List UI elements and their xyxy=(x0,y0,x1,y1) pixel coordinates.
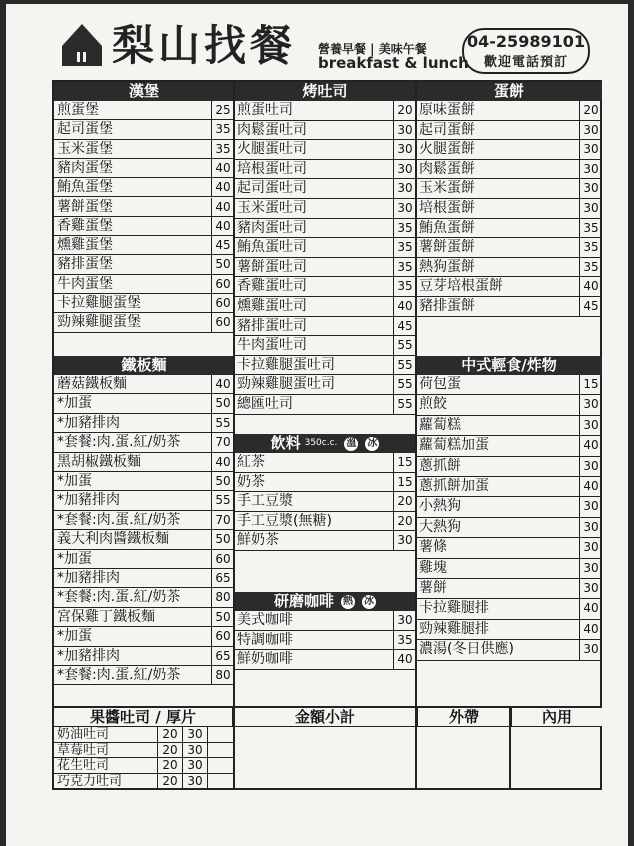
item-name: 紅茶 xyxy=(234,453,394,472)
phone-note: 歡迎電話預訂 xyxy=(483,55,568,70)
item-price: 60 xyxy=(215,551,231,566)
item-name: 燻雞蛋吐司 xyxy=(234,297,394,316)
item-price: 30 xyxy=(583,642,599,657)
item-name: 勁辣雞腿排 xyxy=(416,620,580,639)
item-price: 30 xyxy=(583,122,599,137)
teppan-header: 鐵板麵 xyxy=(54,356,234,375)
item-price: 30 xyxy=(397,161,413,176)
menu-item xyxy=(416,277,602,297)
item-price: 20 xyxy=(397,494,413,509)
item-price: 35 xyxy=(215,122,231,137)
item-name: 大熱狗 xyxy=(416,518,580,537)
pancake-header: 蛋餅 xyxy=(416,82,602,101)
item-price: 30 xyxy=(583,519,599,534)
menu-item xyxy=(234,356,416,376)
menu-item xyxy=(234,512,416,532)
menu-item xyxy=(416,497,602,517)
menu-item xyxy=(416,375,602,395)
drinks-size: 350c.c. xyxy=(304,438,338,448)
item-price: 55 xyxy=(397,357,413,372)
menu-item xyxy=(416,457,602,477)
item-name: 奶茶 xyxy=(234,473,394,492)
item-name: *加豬排肉 xyxy=(54,647,212,665)
item-name: 玉米蛋吐司 xyxy=(234,199,394,218)
menu-item xyxy=(54,453,234,472)
item-name: 豬排蛋堡 xyxy=(54,255,212,273)
menu-item xyxy=(416,477,602,497)
item-name: 火腿蛋吐司 xyxy=(234,140,394,159)
divider xyxy=(54,706,602,708)
item-name: 香雞蛋堡 xyxy=(54,217,212,235)
brand-subtitle-en: breakfast & lunch xyxy=(318,54,469,72)
item-price: 40 xyxy=(583,479,599,493)
item-name: *加豬排肉 xyxy=(54,491,212,509)
menu-item xyxy=(54,511,234,530)
menu-item xyxy=(416,101,602,121)
menu-item xyxy=(416,395,602,415)
item-name: 煎蛋吐司 xyxy=(234,101,394,120)
item-name: 手工豆漿(無糖) xyxy=(234,512,394,531)
item-price: 30 xyxy=(583,201,599,215)
divider xyxy=(233,82,235,708)
menu-item xyxy=(54,178,234,197)
item-price: 20 xyxy=(158,774,183,789)
coffee-title: 研磨咖啡 xyxy=(273,592,334,610)
item-name: 蔥抓餅加蛋 xyxy=(416,477,580,496)
item-price: 30 xyxy=(397,181,413,196)
item-price: 40 xyxy=(583,601,599,616)
item-price: 35 xyxy=(397,279,413,294)
item-price: 40 xyxy=(215,199,231,214)
item-name: 薯餅蛋餅 xyxy=(416,238,580,257)
item-name: *套餐:肉.蛋.紅/奶茶 xyxy=(54,433,212,451)
item-name: 美式咖啡 xyxy=(234,611,394,630)
item-name: 薯餅蛋堡 xyxy=(54,198,212,216)
menu-item xyxy=(416,140,602,160)
jam-toast-item xyxy=(54,758,234,774)
item-price: 30 xyxy=(397,122,413,137)
item-name: 黑胡椒鐵板麵 xyxy=(54,453,212,471)
menu-item xyxy=(234,140,416,160)
item-price: 40 xyxy=(215,160,231,175)
item-price: 30 xyxy=(183,727,208,742)
menu-item xyxy=(234,375,416,395)
menu-item xyxy=(54,414,234,433)
item-name: 玉米蛋堡 xyxy=(54,140,212,158)
item-name: 豬肉蛋堡 xyxy=(54,159,212,177)
item-price: 30 xyxy=(583,161,599,176)
item-name: 鮪魚蛋吐司 xyxy=(234,238,394,257)
menu-item xyxy=(234,101,416,121)
coffee-header xyxy=(234,592,416,611)
menu-item xyxy=(54,608,234,627)
item-price: 45 xyxy=(215,238,231,253)
item-price: 35 xyxy=(397,632,413,647)
item-price: 40 xyxy=(397,652,413,667)
menu-item xyxy=(54,217,234,236)
item-price: 30 xyxy=(583,417,599,432)
menu-item xyxy=(234,650,416,670)
item-price: 30 xyxy=(397,533,413,548)
coffee-ice-badge: 冰 xyxy=(364,595,374,607)
item-price: 20 xyxy=(158,758,183,773)
item-price: 35 xyxy=(215,141,231,156)
item-name: *加蛋 xyxy=(54,550,212,568)
item-name: 豆芽培根蛋餅 xyxy=(416,277,580,296)
item-price: 20 xyxy=(158,727,183,742)
item-price: 60 xyxy=(215,315,231,330)
item-price: 70 xyxy=(215,435,231,450)
item-price: 50 xyxy=(215,532,231,547)
item-price: 40 xyxy=(215,180,231,195)
menu-item xyxy=(416,199,602,219)
item-name: 起司蛋堡 xyxy=(54,120,212,138)
item-name: 蘑菇鐵板麵 xyxy=(54,375,212,393)
item-name: 奶油吐司 xyxy=(54,727,158,742)
drinks-header xyxy=(234,434,416,453)
item-name: *加豬排肉 xyxy=(54,569,212,587)
menu-item xyxy=(234,492,416,512)
item-price: 35 xyxy=(583,220,599,235)
item-name: 鮪魚蛋餅 xyxy=(416,219,580,238)
takeout-label: 外帶 xyxy=(416,708,510,727)
menu-item xyxy=(54,101,234,120)
item-price: 45 xyxy=(583,299,599,313)
menu-item xyxy=(234,631,416,651)
menu-item xyxy=(54,313,234,332)
menu-item xyxy=(234,297,416,317)
menu-item xyxy=(416,258,602,278)
item-name: 勁辣雞腿蛋吐司 xyxy=(234,375,394,394)
menu-item xyxy=(416,297,602,317)
item-price: 30 xyxy=(583,458,599,473)
dine-in-label: 內用 xyxy=(510,708,602,727)
item-price: 40 xyxy=(583,438,599,453)
item-price: 50 xyxy=(215,474,231,488)
item-price: 30 xyxy=(397,201,413,215)
item-name: 手工豆漿 xyxy=(234,492,394,511)
item-name: *加蛋 xyxy=(54,472,212,490)
item-price: 40 xyxy=(215,218,231,233)
item-name: 勁辣雞腿蛋堡 xyxy=(54,313,212,331)
item-name: 火腿蛋餅 xyxy=(416,140,580,159)
menu-item xyxy=(234,317,416,337)
item-price: 15 xyxy=(583,377,599,391)
item-price: 35 xyxy=(583,240,599,255)
snacks-header: 中式輕食/炸物 xyxy=(416,356,602,375)
item-price: 80 xyxy=(215,668,231,682)
item-name: 特調咖啡 xyxy=(234,631,394,650)
menu-item xyxy=(234,160,416,180)
menu-item xyxy=(416,620,602,640)
item-price: 65 xyxy=(215,571,231,585)
item-price: 55 xyxy=(397,397,413,411)
menu-item xyxy=(54,394,234,413)
item-name: *套餐:肉.蛋.紅/奶茶 xyxy=(54,511,212,529)
menu-item xyxy=(54,491,234,510)
divider xyxy=(415,82,417,708)
menu-item xyxy=(416,518,602,538)
item-name: 蔥抓餅 xyxy=(416,457,580,476)
menu-item xyxy=(234,611,416,631)
menu-item xyxy=(234,395,416,415)
item-price: 50 xyxy=(215,609,231,624)
menu-item xyxy=(234,199,416,219)
menu-item xyxy=(54,472,234,491)
menu-item xyxy=(416,599,602,619)
menu-item xyxy=(416,121,602,141)
divider xyxy=(509,708,511,790)
menu-item xyxy=(54,236,234,255)
item-price: 20 xyxy=(397,513,413,528)
item-name: 卡拉雞腿蛋吐司 xyxy=(234,356,394,375)
item-name: 鮮奶咖啡 xyxy=(234,650,394,669)
jam-toast-header: 果醬吐司 / 厚片 xyxy=(54,708,234,727)
item-price: 35 xyxy=(397,259,413,274)
item-name: 薯餅蛋吐司 xyxy=(234,258,394,277)
jam-toast-item xyxy=(54,743,234,759)
phone-number: 04-25989101 xyxy=(467,32,585,51)
menu-item xyxy=(234,238,416,258)
item-price: 55 xyxy=(397,338,413,353)
item-price: 30 xyxy=(183,743,208,758)
item-price: 40 xyxy=(583,279,599,294)
item-name: 蘿蔔糕加蛋 xyxy=(416,436,580,455)
menu-item xyxy=(416,436,602,456)
jam-toast-item xyxy=(54,727,234,743)
item-price: 70 xyxy=(215,512,231,527)
menu-item xyxy=(234,219,416,239)
menu-item xyxy=(234,531,416,551)
item-name: 起司蛋餅 xyxy=(416,121,580,140)
item-name: 蘿蔔糕 xyxy=(416,416,580,435)
item-price: 40 xyxy=(215,377,231,391)
drinks-title: 飲料 xyxy=(270,434,301,452)
item-name: 荷包蛋 xyxy=(416,375,580,394)
menu-item xyxy=(416,640,602,660)
house-logo-icon xyxy=(60,22,104,68)
item-price: 30 xyxy=(183,758,208,773)
menu-item xyxy=(416,538,602,558)
item-price: 65 xyxy=(215,648,231,663)
item-name: 培根蛋餅 xyxy=(416,199,580,218)
item-price: 35 xyxy=(397,240,413,255)
item-price: 30 xyxy=(583,540,599,555)
item-name: 起司蛋吐司 xyxy=(234,179,394,198)
item-price: 30 xyxy=(397,613,413,627)
item-name: 牛肉蛋吐司 xyxy=(234,336,394,355)
item-name: 培根蛋吐司 xyxy=(234,160,394,179)
item-name: 鮮奶茶 xyxy=(234,531,394,550)
item-price: 55 xyxy=(215,493,231,508)
item-price: 15 xyxy=(397,455,413,469)
item-price: 30 xyxy=(583,581,599,595)
menu-item xyxy=(234,336,416,356)
item-name: 豬排蛋餅 xyxy=(416,297,580,316)
item-name: 薯餅 xyxy=(416,579,580,598)
item-name: 義大利肉醬鐵板麵 xyxy=(54,530,212,548)
menu-item xyxy=(416,160,602,180)
item-price: 30 xyxy=(583,499,599,514)
item-name: 原味蛋餅 xyxy=(416,101,580,120)
item-name: 豬排蛋吐司 xyxy=(234,317,394,336)
item-name: 肉鬆蛋吐司 xyxy=(234,121,394,140)
item-name: 卡拉雞腿排 xyxy=(416,599,580,618)
item-price: 35 xyxy=(397,220,413,235)
phone-box xyxy=(462,28,590,74)
item-price: 25 xyxy=(215,103,231,117)
item-name: 燻雞蛋堡 xyxy=(54,236,212,254)
menu-item xyxy=(54,294,234,313)
item-name: 巧克力吐司 xyxy=(54,774,158,789)
menu-sheet xyxy=(52,80,602,790)
item-price: 50 xyxy=(215,257,231,272)
menu-item xyxy=(54,666,234,685)
item-name: *加蛋 xyxy=(54,394,212,412)
brand-name: 梨山找餐 xyxy=(112,21,297,70)
item-name: *套餐:肉.蛋.紅/奶茶 xyxy=(54,666,212,684)
item-price: 30 xyxy=(583,181,599,196)
hot-badge: 熱 xyxy=(343,595,353,607)
item-name: 香雞蛋吐司 xyxy=(234,277,394,296)
item-price: 55 xyxy=(215,415,231,430)
menu-item xyxy=(54,140,234,159)
item-price: 20 xyxy=(397,103,413,117)
menu-item xyxy=(416,238,602,258)
brand-subtitle: 營養早餐 | 美味午餐 xyxy=(318,42,427,56)
item-price: 30 xyxy=(583,560,599,575)
item-price: 60 xyxy=(215,296,231,310)
menu-item xyxy=(416,579,602,599)
menu-item xyxy=(234,453,416,473)
menu-item xyxy=(54,433,234,452)
subtotal-label: 金額小計 xyxy=(234,708,416,727)
item-price: 30 xyxy=(583,397,599,412)
item-name: 宮保雞丁鐵板麵 xyxy=(54,608,212,626)
item-price: 80 xyxy=(215,590,231,605)
item-price: 30 xyxy=(583,142,599,157)
menu-item xyxy=(234,277,416,297)
menu-item xyxy=(416,559,602,579)
item-price: 50 xyxy=(215,396,231,411)
item-price: 35 xyxy=(583,259,599,274)
menu-item xyxy=(234,121,416,141)
item-name: *加豬排肉 xyxy=(54,414,212,432)
item-name: *加蛋 xyxy=(54,627,212,645)
item-price: 40 xyxy=(215,454,231,469)
item-name: 花生吐司 xyxy=(54,758,158,773)
divider xyxy=(415,708,417,790)
warm-badge: 溫 xyxy=(346,437,357,449)
item-price: 55 xyxy=(397,377,413,392)
menu-item xyxy=(54,120,234,139)
item-price: 40 xyxy=(397,299,413,313)
item-name: 煎蛋堡 xyxy=(54,101,212,119)
menu-item xyxy=(54,550,234,569)
menu-item xyxy=(234,179,416,199)
item-name: 小熱狗 xyxy=(416,497,580,516)
item-name: 薯條 xyxy=(416,538,580,557)
item-name: 卡拉雞腿蛋堡 xyxy=(54,294,212,312)
item-price: 60 xyxy=(215,276,231,291)
item-name: 玉米蛋餅 xyxy=(416,179,580,198)
menu-item xyxy=(54,275,234,294)
menu-item xyxy=(54,198,234,217)
item-name: 豬肉蛋吐司 xyxy=(234,219,394,238)
item-name: *套餐:肉.蛋.紅/奶茶 xyxy=(54,588,212,606)
menu-item xyxy=(416,219,602,239)
jam-toast-item xyxy=(54,774,234,790)
item-name: 肉鬆蛋餅 xyxy=(416,160,580,179)
menu-item xyxy=(54,647,234,666)
item-price: 45 xyxy=(397,318,413,333)
menu-item xyxy=(54,255,234,274)
item-name: 草莓吐司 xyxy=(54,743,158,758)
item-name: 牛肉蛋堡 xyxy=(54,275,212,293)
item-price: 30 xyxy=(397,142,413,157)
menu-item xyxy=(54,530,234,549)
menu-item xyxy=(234,258,416,278)
item-price: 20 xyxy=(583,103,599,117)
menu-item xyxy=(416,416,602,436)
item-price: 15 xyxy=(397,474,413,489)
item-name: 雞塊 xyxy=(416,559,580,578)
menu-item xyxy=(54,375,234,394)
item-name: 熱狗蛋餅 xyxy=(416,258,580,277)
menu-item xyxy=(54,569,234,588)
menu-item xyxy=(54,588,234,607)
menu-item xyxy=(54,627,234,646)
menu-item xyxy=(234,473,416,493)
item-name: 濃湯(冬日供應) xyxy=(416,640,580,659)
toast-header: 烤吐司 xyxy=(234,82,416,101)
item-name: 鮪魚蛋堡 xyxy=(54,178,212,196)
item-price: 60 xyxy=(215,629,231,644)
ice-badge: 冰 xyxy=(367,437,378,449)
item-price: 40 xyxy=(583,621,599,636)
item-name: 總匯吐司 xyxy=(234,395,394,414)
item-price: 20 xyxy=(158,743,183,758)
burger-header: 漢堡 xyxy=(54,82,234,101)
item-name: 煎餃 xyxy=(416,395,580,414)
menu-item xyxy=(54,159,234,178)
menu-item xyxy=(416,179,602,199)
item-price: 30 xyxy=(183,774,208,789)
